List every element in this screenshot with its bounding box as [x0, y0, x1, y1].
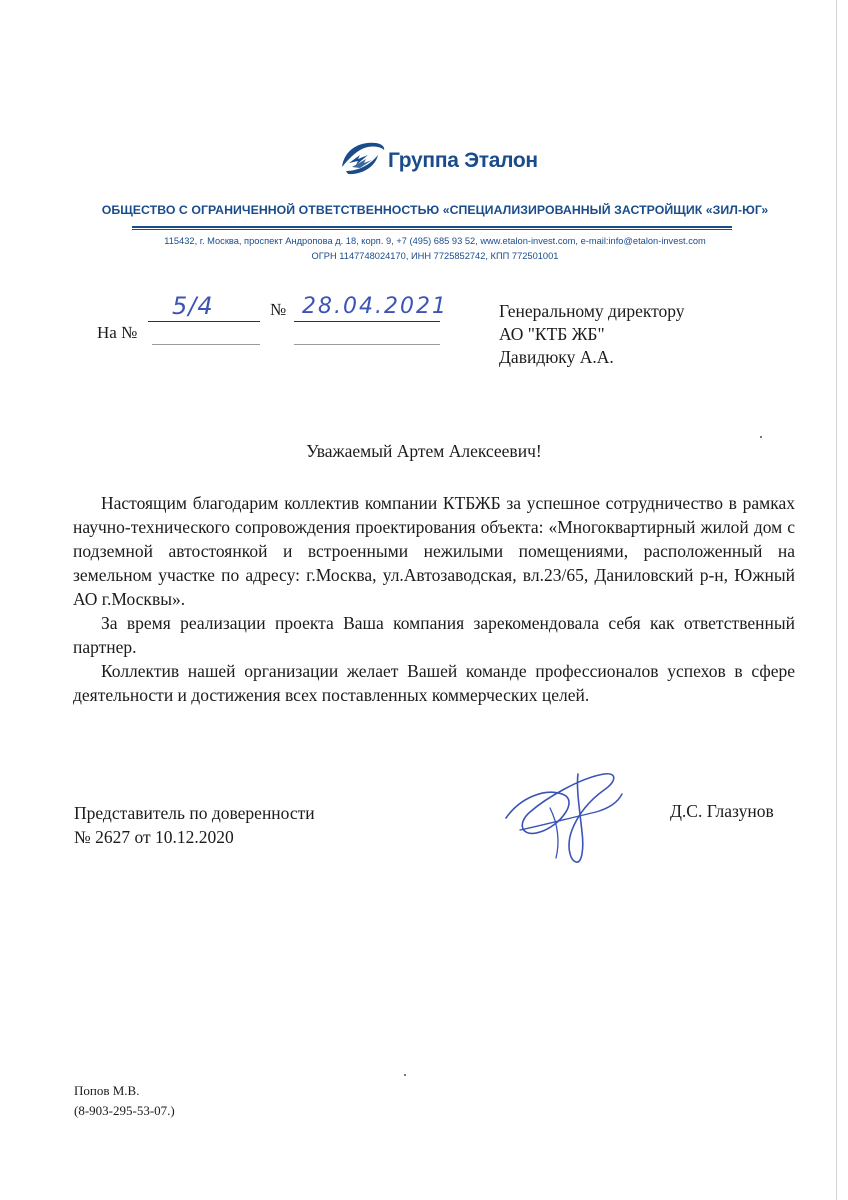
letter-body: [73, 491, 795, 707]
group-name: Группа Эталон: [388, 149, 538, 172]
signer-name: Д.С. Глазунов: [670, 801, 774, 821]
outgoing-number-label: №: [270, 300, 287, 319]
executor-block: [74, 1081, 175, 1121]
scan-speck: [760, 436, 762, 438]
outgoing-date-line: [294, 321, 440, 322]
scan-speck: [404, 1074, 406, 1076]
body-paragraph-3: Коллектив нашей организации желает Вашей команде профессионалов успехов в сфере деятельности и достижения всех поставленных коммерческих целей.: [73, 661, 795, 705]
letterhead-divider-thin: [132, 229, 732, 230]
company-name: ОБЩЕСТВО С ОГРАНИЧЕННОЙ ОТВЕТСТВЕННОСТЬЮ «СПЕЦИАЛИЗИРОВАННЫЙ ЗАСТРОЙЩИК «ЗИЛ-ЮГ»: [101, 203, 769, 217]
reply-number-line: [152, 344, 260, 345]
reply-to-label: На №: [97, 323, 138, 342]
outgoing-number-line: [148, 321, 260, 322]
representative-title: Представитель по доверенности: [74, 803, 315, 823]
representative-block: [74, 801, 315, 849]
company-address: 115432, г. Москва, проспект Андропова д. 18, корп. 9, +7 (495) 685 93 52, www.etalon-invest.com, e-mail:info@etalon-invest.com: [164, 236, 706, 246]
body-paragraph-1: Настоящим благодарим коллектив компании КТБЖБ за успешное сотрудничество в рамках научно-технического сопровождения проектирования объекта: «Многоквартирный жилой дом с подземной автостоянкой и встроенными нежилыми помещениями, расположенный на земельном участке по адресу: г.Москва, ул.Автозаводская, вл.23/65, Даниловский р-н, Южный АО г.Москвы».: [73, 493, 795, 609]
salutation: Уважаемый Артем Алексеевич!: [306, 441, 542, 461]
etalon-logo-icon: [336, 137, 386, 179]
company-registration: ОГРН 1147748024170, ИНН 7725852742, КПП 772501001: [311, 251, 559, 261]
company-logo: [336, 137, 536, 179]
power-of-attorney: № 2627 от 10.12.2020: [74, 827, 234, 847]
handwritten-signature: [500, 768, 630, 868]
executor-name: Попов М.В.: [74, 1083, 140, 1098]
executor-phone: (8-903-295-53-07.): [74, 1103, 175, 1118]
scan-edge-line: [836, 0, 837, 1200]
addressee-name: Давидюку А.А.: [499, 347, 614, 367]
addressee-company: АО "КТБ ЖБ": [499, 324, 605, 344]
addressee-block: [499, 300, 685, 369]
addressee-position: Генеральному директору: [499, 301, 685, 321]
outgoing-number: 5/4: [172, 292, 214, 320]
outgoing-date: 28.04.2021: [302, 294, 448, 319]
body-paragraph-2: За время реализации проекта Ваша компания зарекомендовала себя как ответственный партнер.: [73, 613, 795, 657]
reply-date-line: [294, 344, 440, 345]
letterhead-divider: [132, 226, 732, 228]
